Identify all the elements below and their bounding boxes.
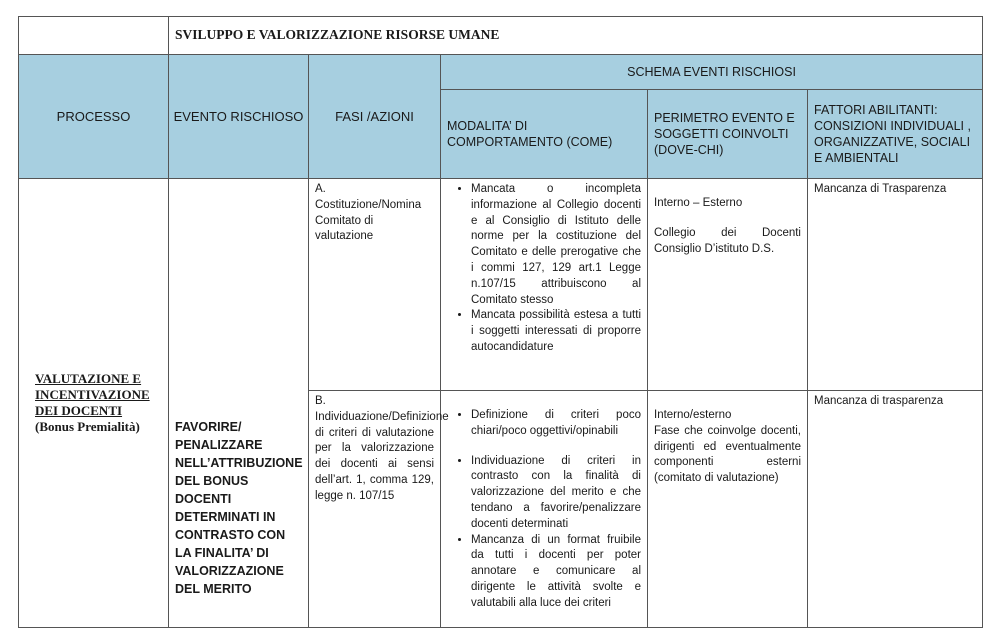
header-fasi-azioni: FASI /AZIONI: [309, 55, 441, 179]
perimetro-line2: Fase che coinvolge docenti, dirigenti ed eventualmente componenti esterni (comitato di valutazione): [654, 424, 801, 485]
modalita-cell-b: [441, 391, 648, 628]
fase-text: Costituzione/Nomina Comitato di valutazione: [315, 198, 422, 243]
header-processo: PROCESSO: [19, 55, 169, 179]
perimetro-cell-b: [648, 391, 808, 628]
fattori-cell-a: Mancanza di Trasparenza: [808, 179, 983, 391]
list-item: • Definizione di criteri poco chiari/poco oggettivi/opinabili: [471, 408, 641, 440]
header-perimetro: PERIMETRO EVENTO E SOGGETTI COINVOLTI (DOVE-CHI): [648, 90, 808, 179]
evento-text: FAVORIRE/ PENALIZZARE NELL’ATTRIBUZIONE DEL BONUS DOCENTI DETERMINATI IN CONTRASTO CON LA FINALITA’ DI VALORIZZAZIONE DEL MERITO: [175, 420, 303, 596]
evento-cell: [169, 179, 309, 628]
header-schema-eventi: SCHEMA EVENTI RISCHIOSI: [441, 55, 983, 90]
fase-text: Individuazione/Definizione di criteri di valutazione per la valorizzazione dei docenti ai sensi dell’art. 1, comma 129, legge n. 107/15: [315, 410, 449, 502]
fase-letter: B.: [315, 395, 326, 407]
empty-corner-cell: [19, 17, 169, 55]
perimetro-line2: Collegio dei Docenti Consiglio D’istituto D.S.: [654, 226, 801, 255]
list-item: • Individuazione di criteri in contrasto con la finalità di valorizzazione del merito e che tendano a favorire/penalizzare docenti determinati: [471, 454, 641, 533]
list-item: • Mancanza di un format fruibile da tutti i docenti per poter annotare e comunicare al dirigente le attività svolte e valutabili alla luce dei criteri: [471, 533, 641, 612]
fase-cell-a: [309, 179, 441, 391]
table-title: SVILUPPO E VALORIZZAZIONE RISORSE UMANE: [169, 17, 983, 55]
processo-cell: [19, 179, 169, 628]
table-row: [19, 179, 983, 391]
fase-letter: A.: [315, 183, 326, 195]
header-modalita: MODALITA’ DI COMPORTAMENTO (COME): [441, 90, 648, 179]
header-fattori: FATTORI ABILITANTI: CONSIZIONI INDIVIDUALI , ORGANIZZATIVE, SOCIALI E AMBIENTALI: [808, 90, 983, 179]
fase-cell-b: [309, 391, 449, 628]
perimetro-cell-a: [648, 179, 808, 391]
perimetro-line1: Interno/esterno: [654, 409, 732, 421]
risk-table: [18, 16, 983, 628]
list-item: • Mancata possibilità estesa a tutti i soggetti interessati di proporre autocandidature: [471, 308, 641, 355]
fattori-cell-b: Mancanza di trasparenza: [808, 391, 983, 628]
list-item: • Mancata o incompleta informazione al Collegio docenti e al Consiglio di Istituto delle norme per la costituzione del Comitato e delle prerogative che i commi 127, 129 art.1 Legge n.107/15 attribuiscono al Comitato stesso: [471, 182, 641, 308]
modalita-cell-a: [441, 179, 648, 391]
processo-subtitle: (Bonus Premialità): [35, 419, 140, 434]
perimetro-line1: Interno – Esterno: [654, 197, 743, 209]
processo-title: VALUTAZIONE E INCENTIVAZIONE DEI DOCENTI: [35, 371, 150, 418]
header-evento-rischioso: EVENTO RISCHIOSO: [169, 55, 309, 179]
